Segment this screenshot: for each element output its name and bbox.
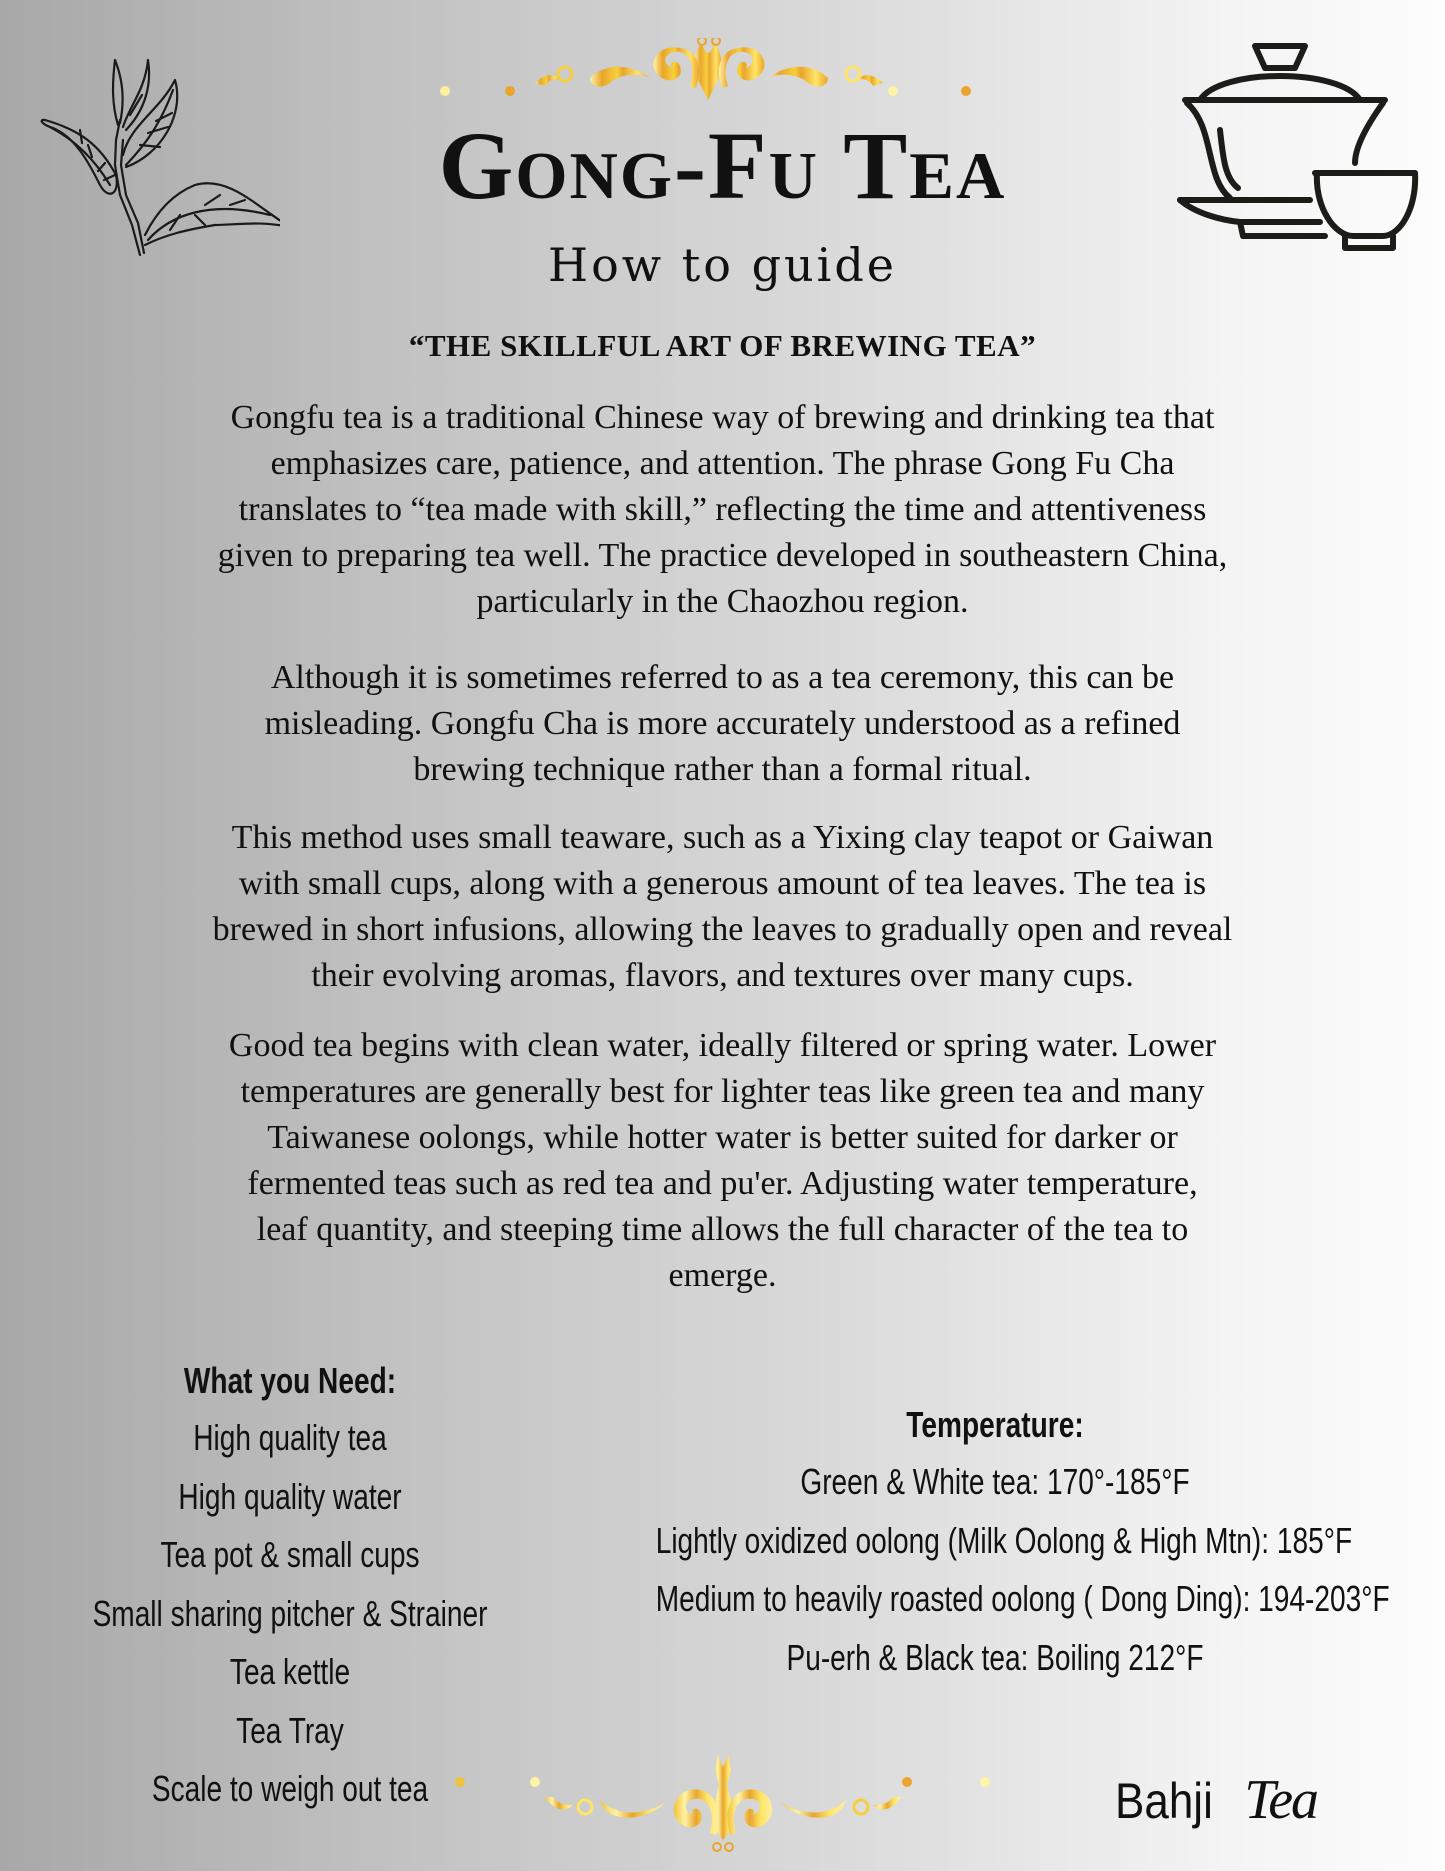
bottom-gold-ornament	[455, 1755, 995, 1855]
paragraph-line: with small cups, along with a generous amount of tea leaves. The tea is	[238, 865, 1207, 902]
paragraph-line: brewing technique rather than a formal ritual.	[413, 751, 1032, 788]
need-item: Scale to weigh out tea	[151, 1768, 429, 1809]
brand-logo	[1115, 1768, 1318, 1831]
paragraph-line: leaf quantity, and steeping time allows the full character of the tea to	[256, 1211, 1189, 1248]
paragraph-line: emphasizes care, patience, and attention. The phrase Gong Fu Cha	[270, 445, 1175, 482]
paragraph-line: Although it is sometimes referred to as a tea ceremony, this can be	[270, 659, 1175, 696]
brand-name: Bahji	[1115, 1773, 1213, 1829]
temperature-heading: Temperature:	[906, 1404, 1084, 1445]
tagline: “THE SKILLFUL ART OF BREWING TEA”	[408, 328, 1037, 363]
paragraph-line: Good tea begins with clean water, ideally filtered or spring water. Lower	[228, 1027, 1217, 1064]
need-item: Small sharing pitcher & Strainer	[92, 1592, 488, 1634]
paragraph-line: Gongfu tea is a traditional Chinese way of brewing and drinking tea that	[230, 399, 1215, 436]
temperature-item: Pu-erh & Black tea: Boiling 212°F	[786, 1636, 1204, 1678]
paragraph-line: brewed in short infusions, allowing the leaves to gradually open and reveal	[212, 911, 1233, 948]
temperature-item: Medium to heavily roasted oolong ( Dong Ding): 194-203°F	[655, 1578, 1390, 1619]
temperature-list	[560, 1397, 1430, 1687]
method-paragraph	[60, 815, 1385, 999]
paragraph-line: temperatures are generally best for lighter teas like green tea and many	[240, 1073, 1205, 1110]
need-item: High quality tea	[193, 1417, 387, 1458]
paragraph-line: fermented teas such as red tea and pu'er. Adjusting water temperature,	[247, 1165, 1198, 1202]
paragraph-line: translates to “tea made with skill,” reflecting the time and attentiveness	[238, 491, 1207, 528]
ceremony-paragraph	[60, 655, 1385, 793]
top-gold-ornament	[440, 38, 980, 100]
paragraph-line: misleading. Gongfu Cha is more accurately understood as a refined	[264, 705, 1181, 742]
need-item: Tea pot & small cups	[160, 1534, 420, 1575]
need-item: Tea Tray	[236, 1709, 344, 1751]
what-you-need-list	[30, 1353, 550, 1819]
page-title: Gong-Fu Tea	[438, 112, 1007, 219]
temperature-item: Lightly oxidized oolong (Milk Oolong & High Mtn): 185°F	[655, 1519, 1353, 1561]
water-paragraph	[60, 1023, 1385, 1299]
paragraph-line: given to preparing tea well. The practice developed in southeastern China,	[217, 537, 1228, 574]
need-item: High quality water	[178, 1475, 402, 1517]
brand-script: Tea	[1244, 1769, 1318, 1831]
need-item: Tea kettle	[229, 1651, 351, 1692]
paragraph-line: This method uses small teaware, such as a Yixing clay teapot or Gaiwan	[231, 819, 1214, 856]
intro-paragraph	[60, 395, 1385, 625]
paragraph-line: Taiwanese oolongs, while hotter water is better suited for darker or	[267, 1119, 1178, 1156]
page-subtitle: How to guide	[547, 238, 898, 292]
paragraph-line: emerge.	[668, 1257, 777, 1294]
paragraph-line: particularly in the Chaozhou region.	[476, 583, 969, 620]
what-you-need-heading: What you Need:	[183, 1360, 397, 1401]
temperature-item: Green & White tea: 170°-185°F	[800, 1461, 1190, 1502]
paragraph-line: their evolving aromas, flavors, and textures over many cups.	[311, 957, 1134, 994]
